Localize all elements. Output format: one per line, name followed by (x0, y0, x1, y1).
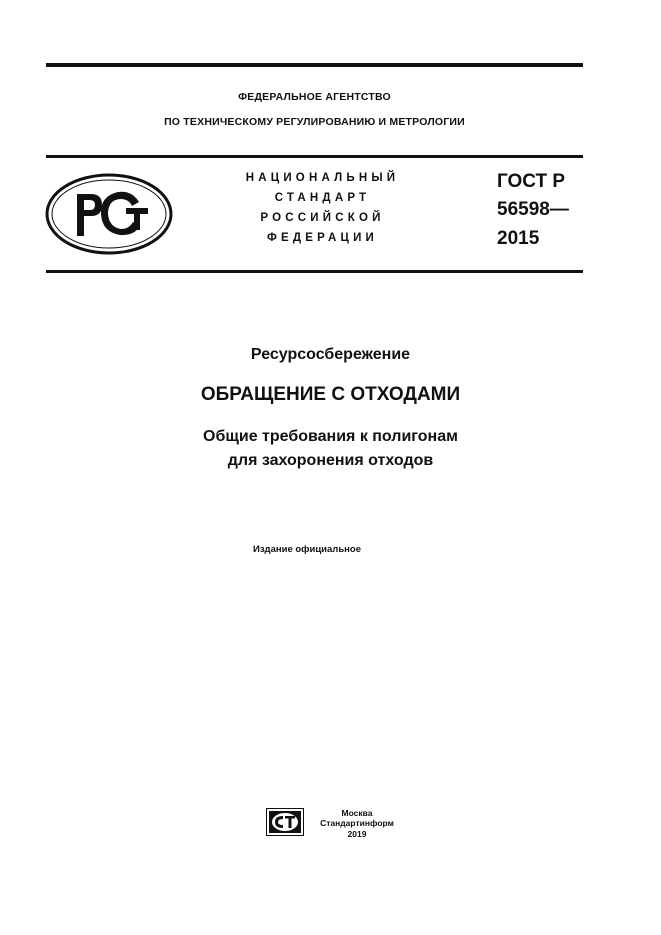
middle-rule (46, 155, 583, 158)
gost-designation-line-3: 2015 (497, 228, 540, 249)
publisher-city: Москва (341, 808, 373, 818)
document-subtitle-line-2: для захоронения отходов (227, 452, 434, 469)
top-rule (46, 63, 583, 67)
bottom-rule (46, 270, 583, 273)
national-standard-line-1: НАЦИОНАЛЬНЫЙ (245, 172, 400, 184)
publisher-name: Стандартинформ (320, 818, 394, 828)
agency-line-1: ФЕДЕРАЛЬНОЕ АГЕНТСТВО (238, 91, 391, 103)
national-standard-line-3: РОССИЙСКОЙ (260, 212, 385, 224)
standartinform-logo-icon (266, 808, 304, 836)
rst-emblem-icon (44, 172, 174, 256)
gost-designation-line-1: ГОСТ Р (497, 171, 566, 192)
publication-year: 2019 (347, 829, 367, 839)
document-subject: Ресурсосбережение (250, 346, 411, 363)
national-standard-line-4: ФЕДЕРАЦИИ (266, 232, 379, 244)
agency-line-2: ПО ТЕХНИЧЕСКОМУ РЕГУЛИРОВАНИЮ И МЕТРОЛОГИИ (164, 116, 465, 128)
document-title: ОБРАЩЕНИЕ С ОТХОДАМИ (200, 384, 461, 405)
edition-label: Издание официальное (253, 544, 361, 555)
gost-designation-line-2: 56598— (497, 199, 569, 220)
national-standard-line-2: СТАНДАРТ (274, 192, 371, 204)
document-subtitle-line-1: Общие требования к полигонам (203, 428, 458, 445)
